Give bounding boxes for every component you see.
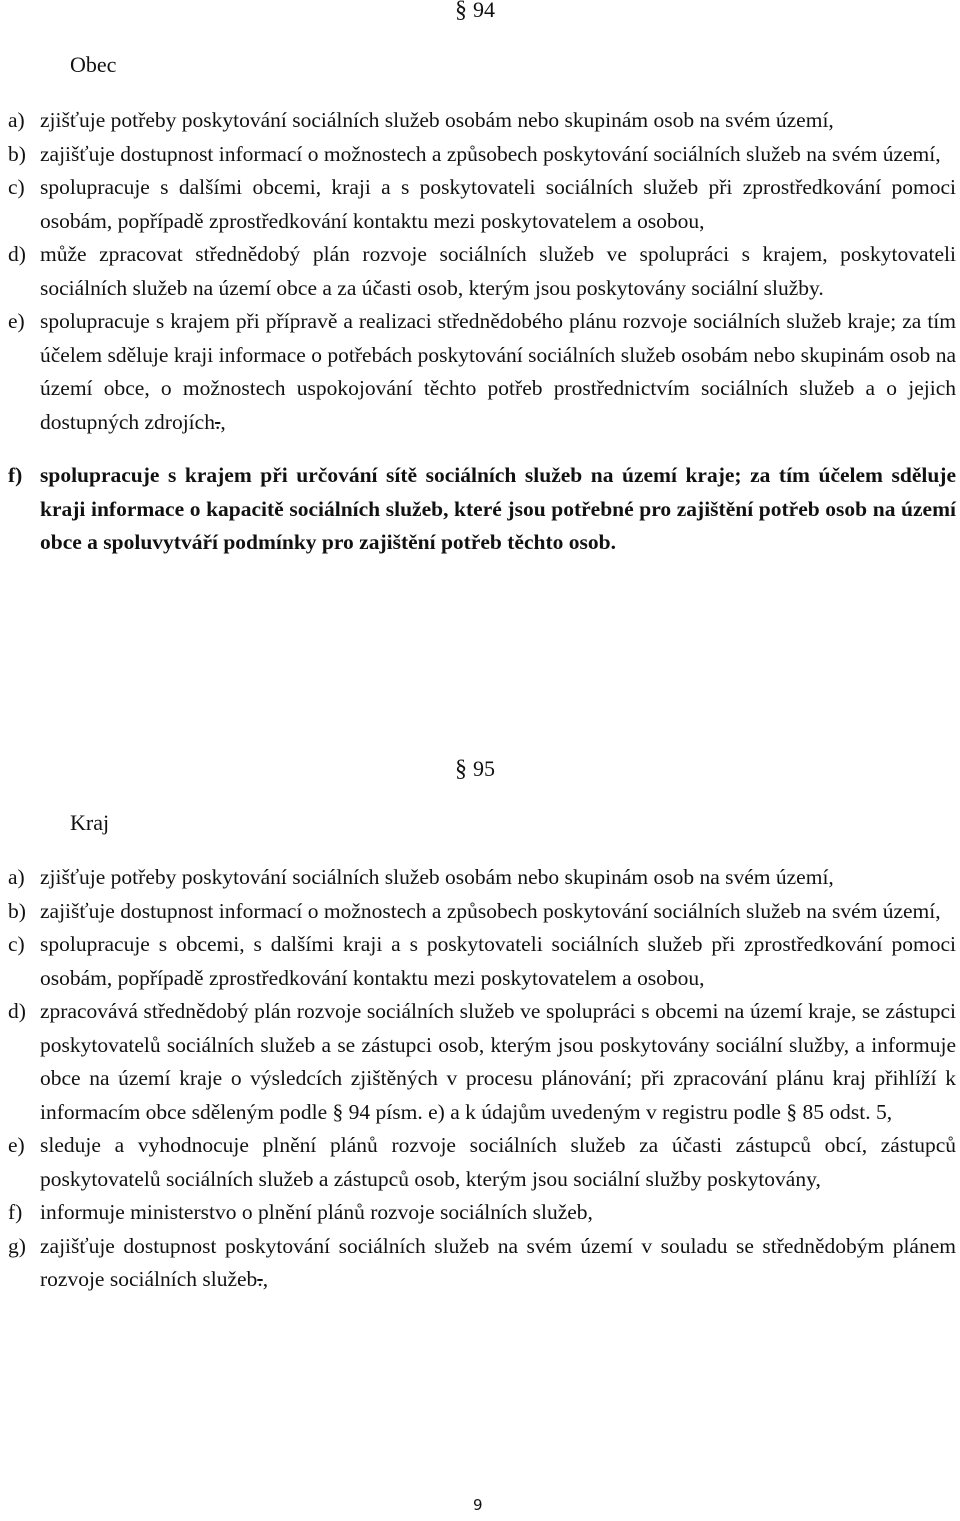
section-95-heading: Kraj [70,810,110,835]
list-item: d) zpracovává střednědobý plán rozvoje sociálních služeb ve spolupráci s obcemi na území kraje, se zástupci poskytovatelů sociálních služeb a se zástupci osob, kterým jsou poskytovány sociální služby, a informuje obce na území kraje o výsledcích zjištěných v procesu plánování; při zpracování plánu kraj přihlíží k informacím obce sděleným podle § 94 písm. e) a k údajům uvedeným v registru podle § 85 odst. 5, [8,999,956,1124]
list-item: e) sleduje a vyhodnocuje plnění plánů rozvoje sociálních služeb za účasti zástupců obcí, zástupců poskytovatelů sociálních služeb a zástupců osob, kterým jsou sociální služby poskytovány, [8,1133,956,1191]
section-symbol: § [455,756,467,782]
list-item: f) informuje ministerstvo o plnění plánů rozvoje sociálních služeb, [8,1200,593,1224]
list-item: d) může zpracovat střednědobý plán rozvoje sociálních služeb ve spolupráci s krajem, poskytovateli sociálních služeb na území obce a za účasti osob, kterým jsou poskytovány sociální služby. [8,242,956,300]
list-item: b) zajišťuje dostupnost informací o možnostech a způsobech poskytování sociálních služeb na svém území, [8,141,941,166]
section-94-heading: Obec [70,52,117,77]
section-symbol: § [455,0,467,23]
section-94-number: § 94 [455,0,495,24]
list-item: b) zajišťuje dostupnost informací o možnostech a způsobech poskytování sociálních služeb na svém území, [8,898,941,923]
section-94-items [8,104,956,560]
section-95-items [8,861,956,1297]
list-item: a) zjišťuje potřeby poskytování sociálních služeb osobám nebo skupinám osob na svém území, [8,865,834,889]
list-item-amended: f) spolupracuje s krajem při určování sítě sociálních služeb na území kraje; za tím účelem sděluje kraji informace o kapacitě sociálních služeb, které jsou potřebné pro zajištění potřeb osob na území obce a spoluvytváří podmínky pro zajištění potřeb těchto osob. [8,463,956,554]
section-95-number: § 95 [455,756,495,782]
page-number: 9 [473,1496,483,1514]
list-item: e) spolupracuje s krajem při přípravě a realizaci střednědobého plánu rozvoje sociálních služeb kraje; za tím účelem sděluje kraji informace o potřebách poskytování sociálních služeb osobám nebo skupinám osob na území obce, o možnostech uspokojování těchto potřeb prostřednictvím sociálních služeb a o jejich dostupných zdrojích., [8,309,956,434]
struck-text: . [257,1267,263,1291]
list-item: c) spolupracuje s dalšími obcemi, kraji a s poskytovateli sociálních služeb při zprostředkování pomoci osobám, popřípadě zprostředkování kontaktu mezi poskytovatelem a osobou, [8,175,956,233]
list-item: a) zjišťuje potřeby poskytování sociálních služeb osobám nebo skupinám osob na svém území, [8,108,834,132]
struck-text: . [214,409,221,434]
list-item: c) spolupracuje s obcemi, s dalšími kraji a s poskytovateli sociálních služeb při zprostředkování pomoci osobám, popřípadě zprostředkování kontaktu mezi poskytovatelem a osobou, [8,932,956,990]
list-item: g) zajišťuje dostupnost poskytování sociálních služeb na svém území v souladu se střednědobým plánem rozvoje sociálních služeb., [8,1233,956,1291]
